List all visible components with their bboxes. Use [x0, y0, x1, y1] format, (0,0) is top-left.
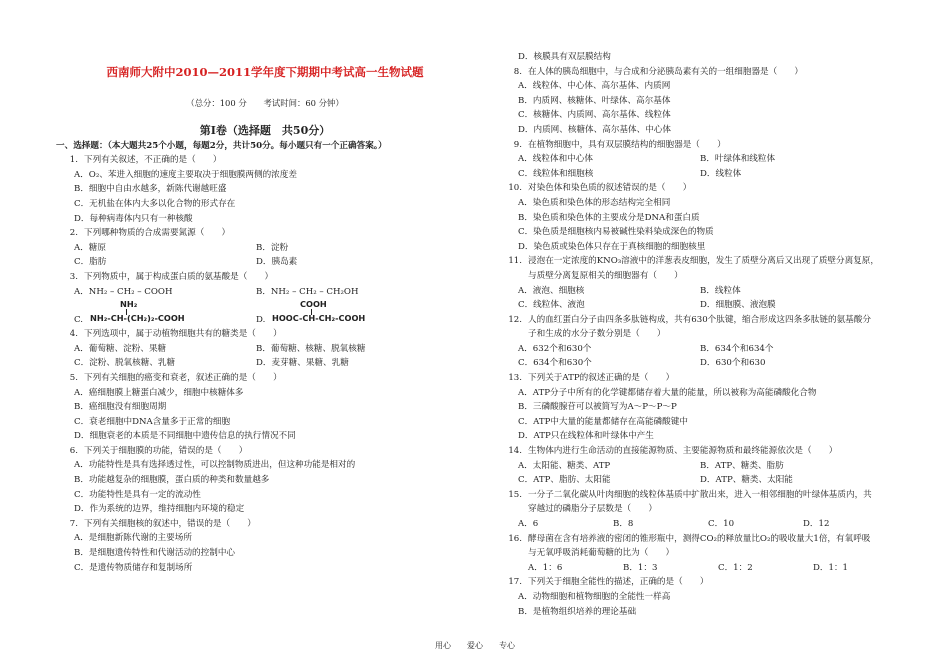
question-number: 16. [508, 533, 522, 544]
option-b: B．NH₂ – CH₂ – CH₂OH [256, 286, 359, 297]
option-b: B．染色质和染色体的主要成分是DNA和蛋白质 [518, 212, 700, 223]
option-c: C．淀粉、脱氧核糖、乳糖 [74, 358, 176, 369]
formula-main: NH₂-CH-(CH₂)₂-COOH [90, 313, 185, 324]
question-stem: 下列物质中，属于构成蛋白质的氨基酸是（ ） [84, 271, 274, 282]
part-title: 第Ⅰ卷（选择题 共50分） [199, 123, 331, 137]
option-b: B．叶绿体和线粒体 [700, 154, 776, 165]
option-c: C．染色质是细胞核内易被碱性染料染成深色的物质 [518, 227, 714, 238]
question-number: 17. [508, 577, 522, 588]
option-a: A．癌细胞膜上糖蛋白减少，细胞中核糖体多 [74, 387, 244, 398]
question-stem: 下列哪种物质的合成需要氮源（ ） [84, 228, 231, 239]
option-a: A．太阳能、糖类、ATP [518, 460, 611, 471]
question-15 [500, 488, 894, 532]
option-b: B．内质网、核糖体、叶绿体、高尔基体 [518, 95, 671, 106]
option-b: B．是细胞遗传特性和代谢活动的控制中心 [74, 548, 236, 559]
question-16 [500, 532, 894, 576]
question-5 [56, 371, 474, 444]
option-a: A．葡萄糖、淀粉、果糖 [74, 343, 167, 354]
option-c: C．1：2 [718, 562, 753, 573]
question-9 [500, 138, 894, 182]
option-d: D．630个和630 [700, 358, 766, 369]
option-d: D．细胞衰老的本质是不同细胞中遗传信息的执行情况不同 [74, 431, 296, 442]
question-stem: 生物体内进行生命活动的直接能源物质、主要能源物质和最终能源依次是（ ） [528, 446, 838, 457]
question-number: 3. [69, 271, 78, 282]
question-number: 10. [508, 183, 522, 194]
question-stem: 下列有关细胞的癌变和衰老，叙述正确的是（ ） [84, 372, 282, 383]
formula-main: HOOC-CH-CH₂-COOH [272, 313, 366, 324]
option-c: C．10 [708, 519, 735, 529]
question-stem: 下列有关叙述，不正确的是（ ） [84, 155, 222, 166]
option-a: A．染色质和染色体的形态结构完全相同 [518, 197, 671, 208]
question-number: 5. [69, 372, 78, 383]
question-stem: 下列关于细胞膜的功能，错误的是（ ） [84, 445, 248, 456]
option-d: D．麦芽糖、果糖、乳糖 [256, 358, 349, 369]
question-stem: 下列关于细胞全能性的描述，正确的是（ ） [528, 577, 709, 588]
left-column [56, 0, 474, 575]
option-c: C．脂肪 [74, 257, 107, 268]
question-stem-continued: 子和生成的水分子数分别是（ ） [528, 329, 666, 340]
option-a: A．线粒体、中心体、高尔基体、内质网 [518, 81, 671, 92]
option-a: A．ATP分子中所有的化学键都储存着大量的能量，所以被称为高能磷酸化合物 [518, 387, 817, 398]
formula-branch: COOH [300, 299, 327, 310]
option-b: B．细胞中自由水越多，新陈代谢越旺盛 [74, 184, 227, 195]
question-stem: 人的血红蛋白分子由四条多肽链构成，共有630个肽键，缩合形成这四条多肽链的氨基酸分 [528, 314, 871, 325]
question-number: 8. [513, 66, 522, 77]
exam-title: 西南师大附中2010—2011学年度下期期中考试高一生物试题 [106, 65, 424, 79]
option-d: D．胰岛素 [256, 257, 298, 268]
question-stem-continued: 与质壁分离复原相关的细胞器有（ ） [528, 270, 683, 281]
question-number: 2. [69, 228, 78, 239]
option-a: A．功能特性是具有选择透过性，可以控制物质进出，但这种功能是相对的 [74, 460, 356, 471]
option-b: B．ATP、糖类、脂肪 [700, 460, 784, 471]
option-d: D．1：1 [813, 562, 849, 573]
question-17 [500, 575, 894, 619]
question-2 [56, 226, 474, 270]
option-b: B．淀粉 [256, 242, 289, 253]
question-14 [500, 444, 894, 488]
option-a: A．液泡、细胞核 [518, 285, 585, 296]
option-d: D．内质网、核糖体、高尔基体、中心体 [518, 124, 671, 135]
question-stem: 一分子二氧化碳从叶肉细胞的线粒体基质中扩散出来，进入一相邻细胞的叶绿体基质内，共 [528, 489, 872, 500]
question-stem: 下列有关细胞核的叙述中，错误的是（ ） [84, 518, 256, 529]
exam-info: （总分：100 分 考试时间：60 分钟） [186, 98, 344, 108]
option-d: D．ATP、糖类、太阳能 [700, 475, 793, 486]
option-d: D．线粒体 [700, 168, 742, 179]
option-d: D．核膜具有双层膜结构 [518, 52, 611, 62]
option-a: A．O₂、苯进入细胞的速度主要取决于细胞膜两侧的浓度差 [74, 169, 297, 180]
option-c: C．线粒体和细胞核 [518, 168, 594, 179]
option-b: B．1：3 [623, 562, 658, 573]
question-1 [56, 153, 474, 226]
question-stem: 下列选项中，属于动植物细胞共有的糖类是（ ） [84, 329, 282, 340]
question-4 [56, 327, 474, 371]
question-6 [56, 444, 474, 517]
question-number: 7. [69, 518, 78, 529]
option-c: C．衰老细胞中DNA含量多于正常的细胞 [74, 416, 231, 427]
option-c: C．无机盐在体内大多以化合物的形式存在 [74, 198, 236, 209]
page-footer: 用心 爱心 专心 [435, 641, 515, 650]
question-stem-continued: 与无氧呼吸消耗葡萄糖的比为（ ） [528, 548, 675, 559]
option-d: D．ATP只在线粒体和叶绿体中产生 [518, 431, 654, 442]
option-c: C．634个和630个 [518, 358, 592, 369]
question-stem-continued: 穿越过的磷脂分子层数是（ ） [528, 504, 657, 515]
question-number: 11. [508, 256, 522, 267]
question-stem: 在人体的胰岛细胞中，与合成和分泌胰岛素有关的一组细胞器是（ ） [528, 66, 804, 77]
question-number: 9. [513, 139, 522, 150]
question-number: 1. [69, 155, 78, 166]
option-b: B．线粒体 [700, 285, 741, 296]
option-a: A．NH₂ – CH₂ – COOH [74, 286, 173, 297]
question-stem: 对染色体和染色质的叙述错误的是（ ） [528, 183, 692, 194]
option-d: D．染色质或染色体只存在于真核细胞的细胞核里 [518, 241, 706, 252]
option-c: C．ATP、脂肪、太阳能 [518, 475, 611, 486]
option-a: A．632个和630个 [518, 343, 592, 354]
option-b: B．葡萄糖、核糖、脱氧核糖 [256, 343, 366, 354]
option-label: D. [256, 315, 266, 326]
option-c: C．线粒体、液泡 [518, 300, 585, 311]
question-13 [500, 371, 894, 444]
option-b: B．8 [613, 519, 634, 529]
option-a: A．是细胞新陈代谢的主要场所 [74, 533, 192, 544]
formula-branch: NH₂ [120, 299, 138, 310]
option-d: D．12 [803, 519, 830, 529]
question-number: 6. [69, 445, 78, 456]
question-12 [500, 313, 894, 371]
option-b: B．功能越复杂的细胞膜，蛋白质的种类和数量越多 [74, 475, 270, 486]
option-b: B．癌细胞没有细胞周期 [74, 402, 167, 413]
option-b: B．634个和634个 [700, 343, 774, 354]
question-number: 12. [508, 314, 522, 325]
question-10 [500, 181, 894, 254]
question-3 [56, 270, 474, 327]
question-stem: 酵母菌在含有培养液的密闭的锥形瓶中，测得CO₂的释放量比O₂的吸收量大1倍，有氧呼吸 [528, 533, 871, 544]
question-number: 15. [508, 489, 522, 500]
right-column [500, 50, 894, 619]
option-d: D．作为系统的边界，维持细胞内环境的稳定 [74, 504, 245, 515]
option-c: C．功能特性是具有一定的流动性 [74, 489, 201, 500]
question-stem: 在植物细胞中，具有双层膜结构的细胞器是（ ） [528, 139, 726, 150]
question-11 [500, 254, 894, 312]
option-d: D．细胞膜、液泡膜 [700, 300, 776, 311]
section-title: 一、选择题：（本大题共25个小题，每题2分，共计50分。每小题只有一个正确答案。） [56, 140, 387, 151]
option-a: A．1：6 [528, 562, 563, 573]
question-number: 13. [508, 373, 522, 384]
question-stem: 下列关于ATP的叙述正确的是（ ） [528, 373, 675, 384]
option-c: C．核糖体、内质网、高尔基体、线粒体 [518, 110, 671, 121]
option-a: A．6 [518, 519, 539, 529]
question-number: 14. [508, 446, 522, 457]
option-a: A．线粒体和中心体 [518, 154, 593, 165]
option-a: A．动物细胞和植物细胞的全能性一样高 [518, 591, 671, 602]
option-c: C．是遗传物质储存和复制场所 [74, 562, 193, 573]
question-7 [56, 517, 474, 575]
option-a: A．糖原 [74, 242, 106, 253]
option-c [74, 299, 256, 327]
question-number: 4. [69, 329, 78, 340]
option-b: B．三磷酸腺苷可以被简写为A～P～P～P [518, 402, 677, 413]
option-d: D．每种病毒体内只有一种核酸 [74, 213, 193, 224]
question-stem: 浸泡在一定浓度的KNO₃溶液中的洋葱表皮细胞，发生了质壁分离后又出现了质壁分离复原， [528, 256, 879, 267]
option-b: B．是植物组织培养的理论基础 [518, 606, 637, 617]
option-c: C．ATP中大量的能量都储存在高能磷酸键中 [518, 416, 688, 427]
question-8 [500, 65, 894, 138]
option-label: C. [74, 315, 84, 326]
option-d [256, 299, 474, 327]
